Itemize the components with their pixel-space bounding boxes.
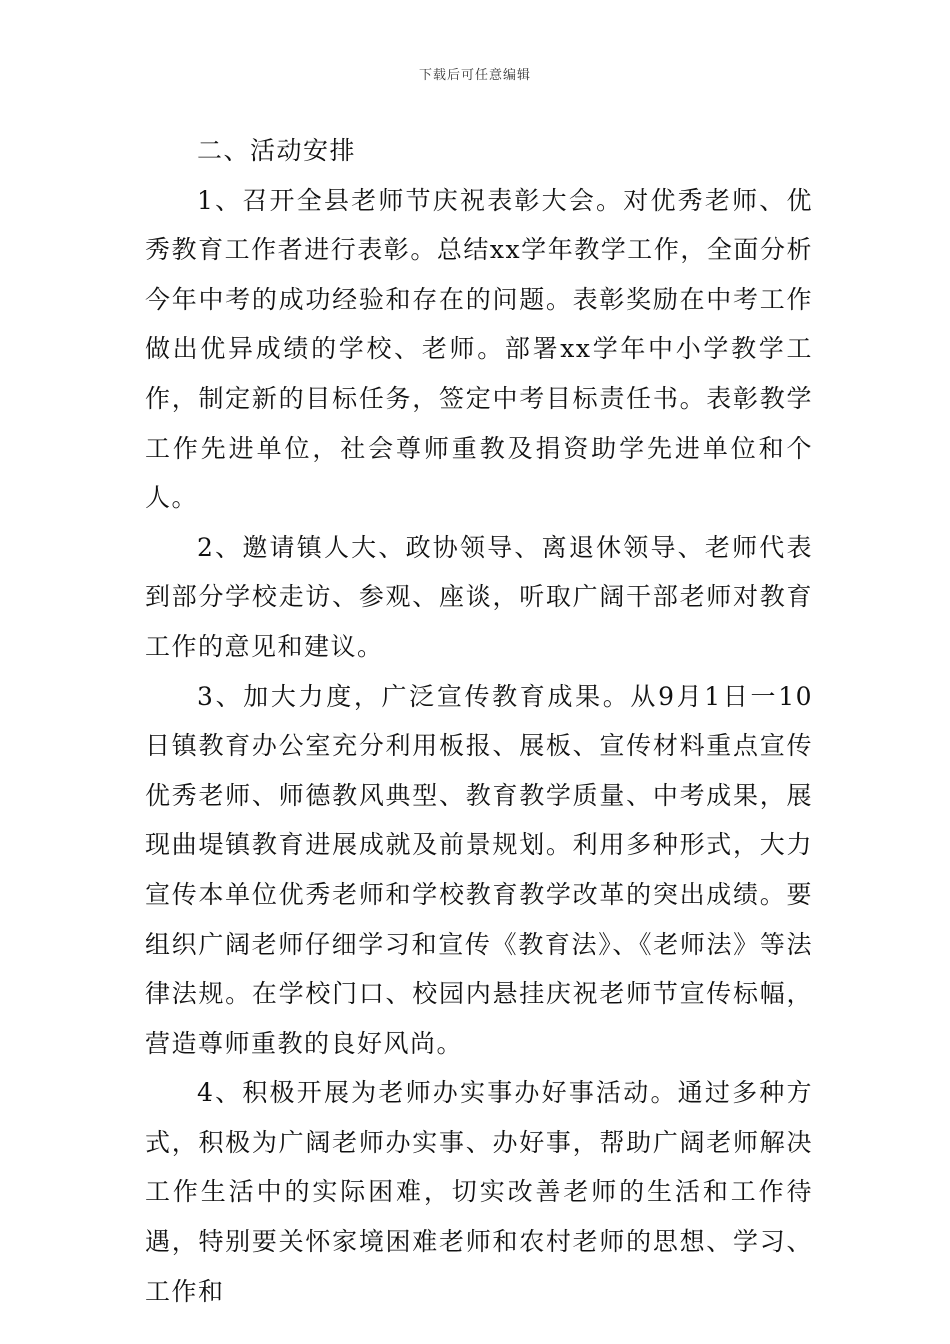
paragraph-3: 3、加大力度，广泛宣传教育成果。从9月1日一10日镇教育办公室充分利用板报、展板、宣传材料重点宣传优秀老师、师德教风典型、教育教学质量、中考成果，展现曲堤镇教育进展成就及前景规划。利用多种形式，大力宣传本单位优秀老师和学校教育教学改革的突出成绩。要组织广阔老师仔细学习和宣传《教育法》、《老师法》等法律法规。在学校门口、校园内悬挂庆祝老师节宣传标幅，营造尊师重教的良好风尚。 [145, 681, 813, 1058]
document-body [145, 126, 813, 1316]
page-header-note: 下载后可任意编辑 [418, 68, 531, 83]
section-heading: 二、活动安排 [197, 136, 357, 165]
paragraph-4: 4、积极开展为老师办实事办好事活动。通过多种方式，积极为广阔老师办实事、办好事，帮助广阔老师解决工作生活中的实际困难，切实改善老师的生活和工作待遇，特别要关怀家境困难老师和农村老师的思想、学习、工作和 [145, 1078, 813, 1306]
paragraph-2: 2、邀请镇人大、政协领导、离退休领导、老师代表到部分学校走访、参观、座谈，听取广阔干部老师对教育工作的意见和建议。 [145, 532, 813, 661]
paragraph-1: 1、召开全县老师节庆祝表彰大会。对优秀老师、优秀教育工作者进行表彰。总结xx学年教学工作，全面分析今年中考的成功经验和存在的问题。表彰奖励在中考工作做出优异成绩的学校、老师。部署xx学年中小学教学工作，制定新的目标任务，签定中考目标责任书。表彰教学工作先进单位，社会尊师重教及捐资助学先进单位和个人。 [145, 185, 813, 513]
